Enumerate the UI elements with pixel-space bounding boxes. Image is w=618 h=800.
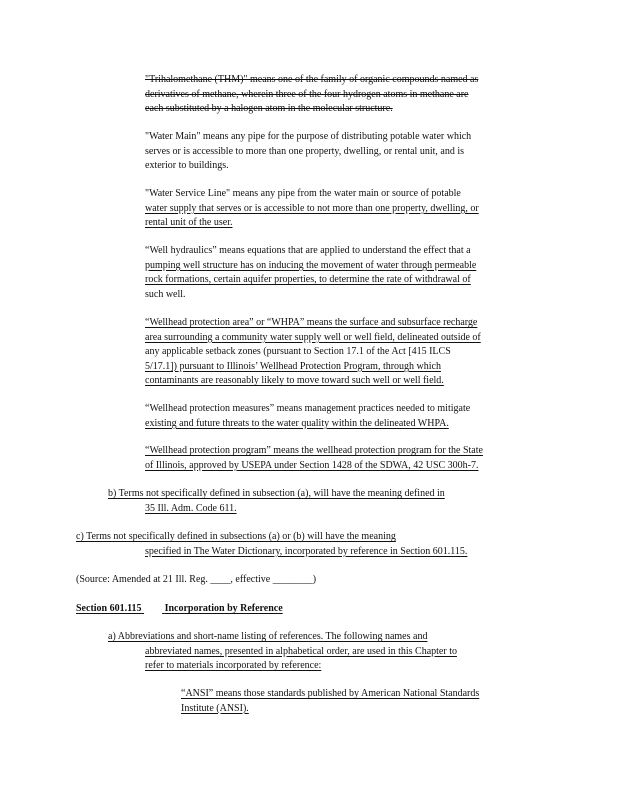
definition-trihalomethane	[145, 73, 545, 117]
definition-ansi	[181, 687, 546, 716]
subsection-line: 35 Ill. Adm. Code 611.	[145, 502, 237, 514]
definition-line: pumping well structure has on inducing the movement of water through permeable	[145, 259, 477, 271]
subsection-b	[108, 487, 528, 516]
definition-line: derivatives of methane, wherein three of the four hydrogen atoms in methane are	[145, 88, 469, 100]
definition-line: contaminants are reasonably likely to move toward such well or well field.	[145, 375, 444, 386]
definition-line: “Wellhead protection measures” means management practices needed to mitigate	[145, 403, 471, 414]
definition-line: rock formations, certain aquifer properties, to determine the rate of withdrawal of	[145, 274, 471, 285]
definition-line: "Trihalomethane (THM)" means one of the family of organic compounds named as	[145, 74, 479, 85]
subsection-c	[76, 530, 536, 559]
definition-line: serves or is accessible to more than one property, dwelling, or rental unit, and is	[145, 145, 464, 157]
definition-wellhead-protection-area	[145, 316, 547, 389]
definition-well-hydraulics	[145, 244, 538, 302]
definition-line: “Wellhead protection program” means the wellhead protection program for the State	[145, 445, 483, 456]
definition-wellhead-protection-measures	[145, 402, 533, 431]
definition-line: any applicable setback zones (pursuant to Section 17.1 of the Act [415 ILCS	[145, 346, 451, 357]
source-note-text: (Source: Amended at 21 Ill. Reg. ____, effective ________)	[76, 574, 317, 585]
definition-line: of Illinois, approved by USEPA under Section 1428 of the SDWA, 42 USC 300h-7.	[145, 459, 479, 471]
definition-line: existing and future threats to the water quality within the delineated WHPA.	[145, 417, 449, 429]
definition-line: water supply that serves or is accessible to not more than one property, dwelling, or	[145, 202, 479, 214]
definition-wellhead-protection-program	[145, 444, 547, 473]
definition-line: exterior to buildings.	[145, 160, 229, 171]
section-heading	[76, 602, 283, 616]
subsection-line: a) Abbreviations and short-name listing of references. The following names and	[108, 631, 428, 642]
subsection-line: specified in The Water Dictionary, incorporated by reference in Section 601.115.	[145, 545, 468, 557]
subsection-line: c) Terms not specifically defined in subsections (a) or (b) will have the meaning	[76, 531, 396, 542]
definition-line: "Water Service Line" means any pipe from the water main or source of potable	[145, 188, 461, 199]
section-title: Incorporation by Reference	[164, 603, 283, 614]
source-note	[76, 573, 396, 588]
definition-line: such well.	[145, 288, 186, 300]
definition-line: “Well hydraulics” means equations that are applied to understand the effect that a	[145, 245, 471, 256]
definition-water-main	[145, 130, 535, 174]
subsection-a	[108, 630, 528, 674]
definition-water-service-line	[145, 187, 547, 231]
definition-line: 5/17.1]) pursuant to Illinois’ Wellhead Protection Program, through which	[145, 360, 441, 372]
definition-line: rental unit of the user.	[145, 217, 233, 228]
definition-line: area surrounding a community water supply well or well field, delineated outside of	[145, 331, 481, 343]
subsection-line: refer to materials incorporated by reference:	[145, 660, 322, 671]
section-number: Section 601.115	[76, 603, 142, 614]
definition-line: “Wellhead protection area” or “WHPA” means the surface and subsurface recharge	[145, 317, 478, 328]
definition-line: “ANSI” means those standards published by American National Standards	[181, 688, 480, 699]
definition-line: each substituted by a halogen atom in the molecular structure.	[145, 103, 393, 114]
subsection-line: abbreviated names, presented in alphabetical order, are used in this Chapter to	[145, 645, 457, 657]
definition-line: Institute (ANSI).	[181, 702, 249, 714]
subsection-line: b) Terms not specifically defined in subsection (a), will have the meaning defined in	[108, 488, 445, 499]
definition-line: "Water Main" means any pipe for the purpose of distributing potable water which	[145, 131, 472, 142]
